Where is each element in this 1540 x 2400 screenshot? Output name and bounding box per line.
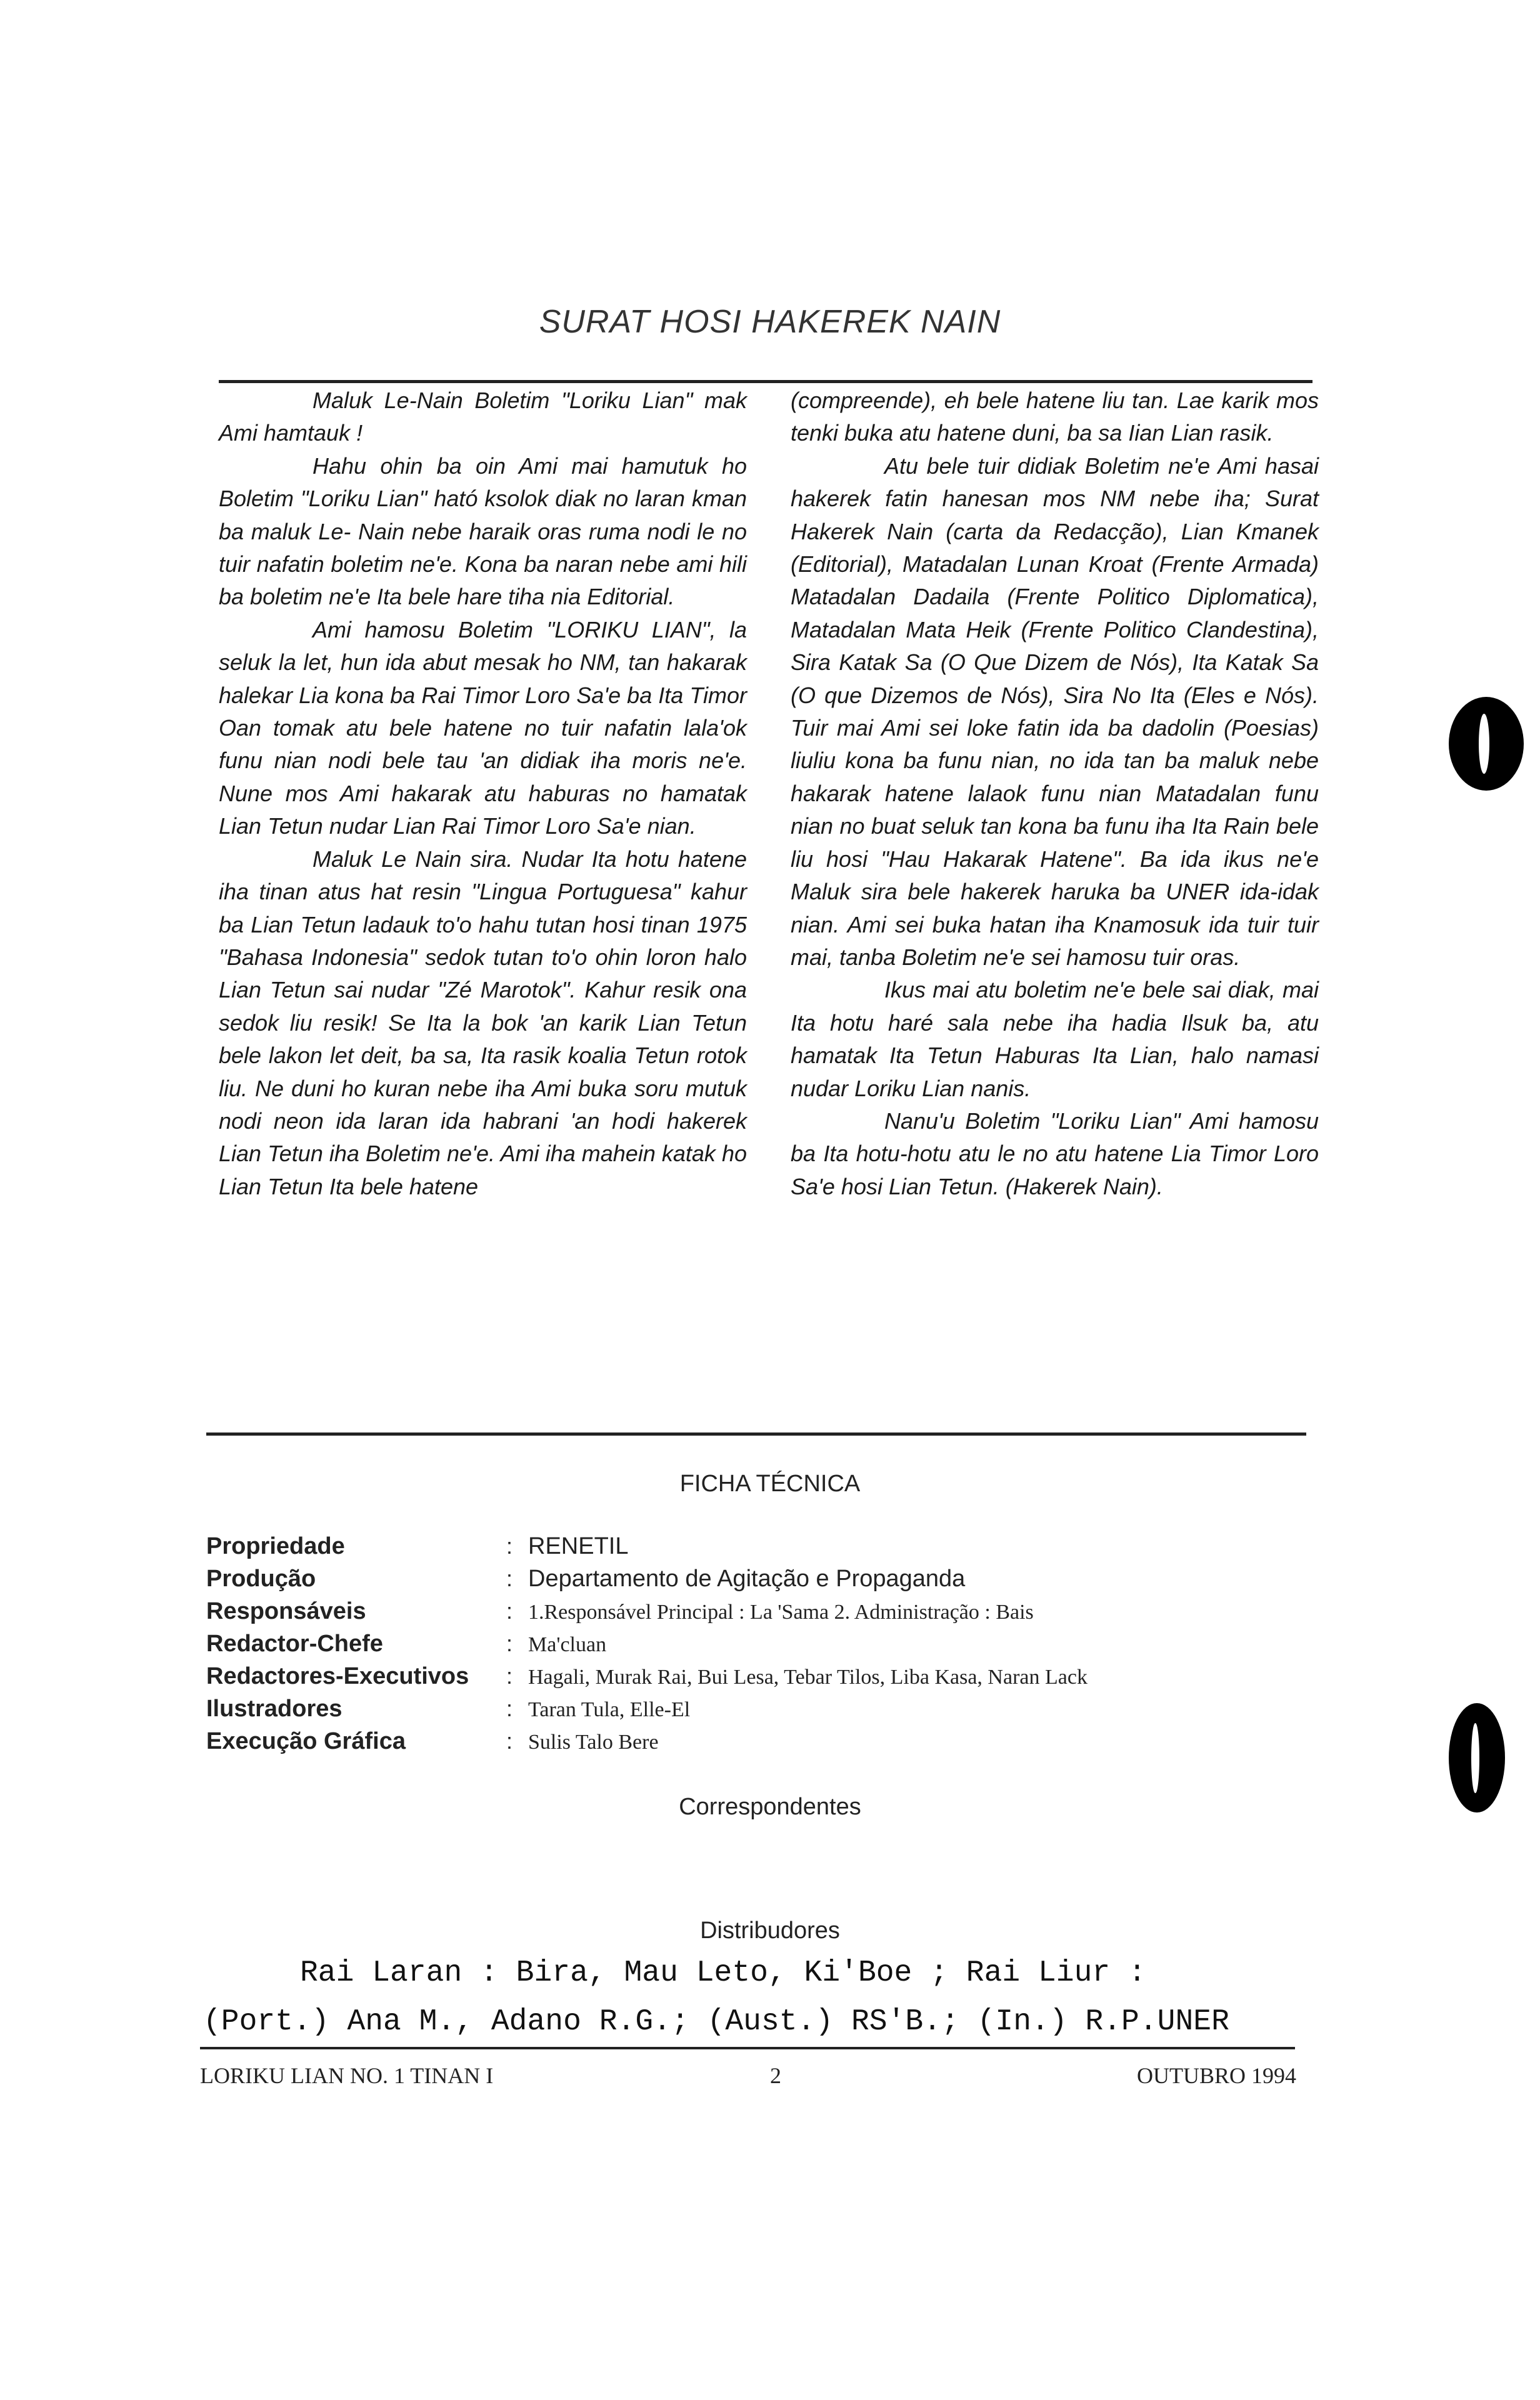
ficha-label: Propriedade	[206, 1533, 345, 1559]
ficha-tecnica-title: FICHA TÉCNICA	[679, 1471, 861, 1497]
punch-hole-mark	[1449, 1703, 1505, 1812]
ficha-row	[206, 1728, 1088, 1761]
middle-rule	[206, 1432, 1306, 1436]
ficha-row	[206, 1598, 1088, 1631]
ficha-value: Departamento de Agitação e Propaganda	[528, 1566, 966, 1592]
ficha-row	[206, 1566, 1088, 1598]
ficha-label: Redactores-Executivos	[206, 1663, 469, 1689]
ficha-colon: :	[506, 1696, 513, 1721]
ficha-value: Taran Tula, Elle-El	[528, 1698, 691, 1721]
footer-date: OUTUBRO 1994	[1136, 2063, 1296, 2088]
article-paragraph: Atu bele tuir didiak Boletim ne'e Ami hasai hakerek fatin hanesan mos NM nebe iha; Surat Hakerek Nain (carta da Redacção), Lian Kmanek (Editorial), Matadalan Lunan Kroat (Frente Armada) Matadalan Dadaila (Frente Politico Diplomatica), Matadalan Mata Heik (Frente Politico Clandestina), Sira Katak Sa (O Que Dizem de Nós), Ita Katak Sa (O que Dizemos de Nós), Sira No Ita (Eles e Nós). Tuir mai Ami sei loke fatin ida ba dadolin (Poesias) liuliu kona ba funu nian, no ida tan ba maluk nebe hakarak hatene lalaok funu nian Matadalan funu nian no buat seluk tan kona ba funu iha Ita Rain bele liu hosi "Hau Hakarak Hatene". Ba ida ikus ne'e Maluk sira bele hakerek haruka ba UNER ida-idak nian. Ami sei buka hatan iha Knamosuk ida tuir tuir mai, tanba Boletim ne'e sei hamosu tuir oras.	[791, 452, 1319, 970]
ficha-value: Hagali, Murak Rai, Bui Lesa, Tebar Tilos, Liba Kasa, Naran Lack	[528, 1666, 1088, 1689]
ficha-tecnica-table	[206, 1533, 1088, 1761]
footer-publication: LORIKU LIAN NO. 1 TINAN I	[200, 2063, 494, 2088]
ficha-colon: :	[506, 1728, 513, 1754]
article-paragraph: (compreende), eh bele hatene liu tan. Lae karik mos tenki buka atu hatene duni, ba sa Iian Lian rasik.	[791, 388, 1319, 446]
ficha-label: Redactor-Chefe	[206, 1631, 383, 1657]
page-number: 2	[770, 2063, 781, 2088]
distribuidores-heading: Distribudores	[700, 1918, 840, 1944]
ficha-colon: :	[506, 1663, 513, 1689]
distribuidores-line: Rai Laran : Bira, Mau Leto, Ki'Boe ; Rai Liur :	[300, 1956, 1146, 1990]
punch-hole-mark	[1449, 697, 1524, 791]
ficha-value: RENETIL	[528, 1533, 629, 1559]
article-right-column	[791, 384, 1319, 1203]
ficha-label: Produção	[206, 1566, 316, 1592]
ficha-colon: :	[506, 1631, 513, 1656]
page-title: SURAT HOSI HAKEREK NAIN	[539, 304, 1001, 340]
article-paragraph: Ikus mai atu boletim ne'e bele sai diak, mai Ita hotu haré sala nebe iha hadia Ilsuk ba, atu hamatak Ita Tetun Haburas Ita Lian, halo namasi nudar Loriku Lian nanis.	[791, 977, 1319, 1101]
ficha-label: Responsáveis	[206, 1598, 366, 1624]
footer-rule	[200, 2047, 1295, 2049]
article-paragraph: Ami hamosu Boletim "LORIKU LIAN", la seluk la let, hun ida abut mesak ho NM, tan hakarak halekar Lia kona ba Rai Timor Loro Sa'e ba Ita Timor Oan tomak atu bele hatene no tuir nafatin lala'ok funu nian nodi bele tau 'an didiak iha moris ne'e. Nune mos Ami hakarak atu haburas no hamatak Lian Tetun nudar Lian Rai Timor Loro Sa'e nian.	[219, 616, 747, 839]
article-paragraph: Maluk Le-Nain Boletim "Loriku Lian" mak Ami hamtauk !	[219, 388, 747, 446]
article-paragraph: Nanu'u Boletim "Loriku Lian" Ami hamosu ba Ita hotu-hotu atu le no atu hatene Lia Timor Loro Sa'e hosi Lian Tetun. (Hakerek Nain).	[791, 1108, 1319, 1199]
ficha-label: Ilustradores	[206, 1696, 342, 1722]
ficha-value: Ma'cluan	[528, 1633, 607, 1656]
ficha-colon: :	[506, 1566, 513, 1591]
ficha-value: Sulis Talo Bere	[528, 1731, 659, 1754]
ficha-colon: :	[506, 1533, 513, 1559]
ficha-value: 1.Responsável Principal : La 'Sama 2. Administração : Bais	[528, 1601, 1034, 1624]
distribuidores-line: (Port.) Ana M., Adano R.G.; (Aust.) RS'B.; (In.) R.P.UNER	[203, 2005, 1229, 2039]
ficha-row	[206, 1533, 1088, 1566]
ficha-label: Execução Gráfica	[206, 1728, 406, 1754]
top-rule	[219, 380, 1312, 383]
article-left-column	[219, 384, 747, 1203]
article-paragraph: Maluk Le Nain sira. Nudar Ita hotu hatene iha tinan atus hat resin "Lingua Portuguesa" kahur ba Lian Tetun ladauk to'o hahu tutan hosi tinan 1975 "Bahasa Indonesia" sedok tutan to'o ohin loron halo Lian Tetun sai nudar "Zé Marotok". Kahur resik ona sedok liu resik! Se Ita la bok 'an karik Lian Tetun bele lakon let deit, ba sa, Ita rasik koalia Tetun rotok liu. Ne duni ho kuran nebe iha Ami buka soru mutuk nodi neon ida laran ida habrani 'an hodi hakerek Lian Tetun iha Boletim ne'e. Ami iha mahein katak ho Lian Tetun Ita bele hatene	[219, 846, 747, 1199]
article-paragraph: Hahu ohin ba oin Ami mai hamutuk ho Boletim "Loriku Lian" ható ksolok diak no laran kman ba maluk Le- Nain nebe haraik oras ruma nodi le no tuir nafatin boletim ne'e. Kona ba naran nebe ami hili ba boletim ne'e Ita bele hare tiha nia Editorial.	[219, 452, 747, 610]
correspondentes-heading: Correspondentes	[679, 1794, 861, 1820]
ficha-row	[206, 1631, 1088, 1663]
ficha-colon: :	[506, 1598, 513, 1624]
ficha-row	[206, 1696, 1088, 1728]
ficha-row	[206, 1663, 1088, 1696]
